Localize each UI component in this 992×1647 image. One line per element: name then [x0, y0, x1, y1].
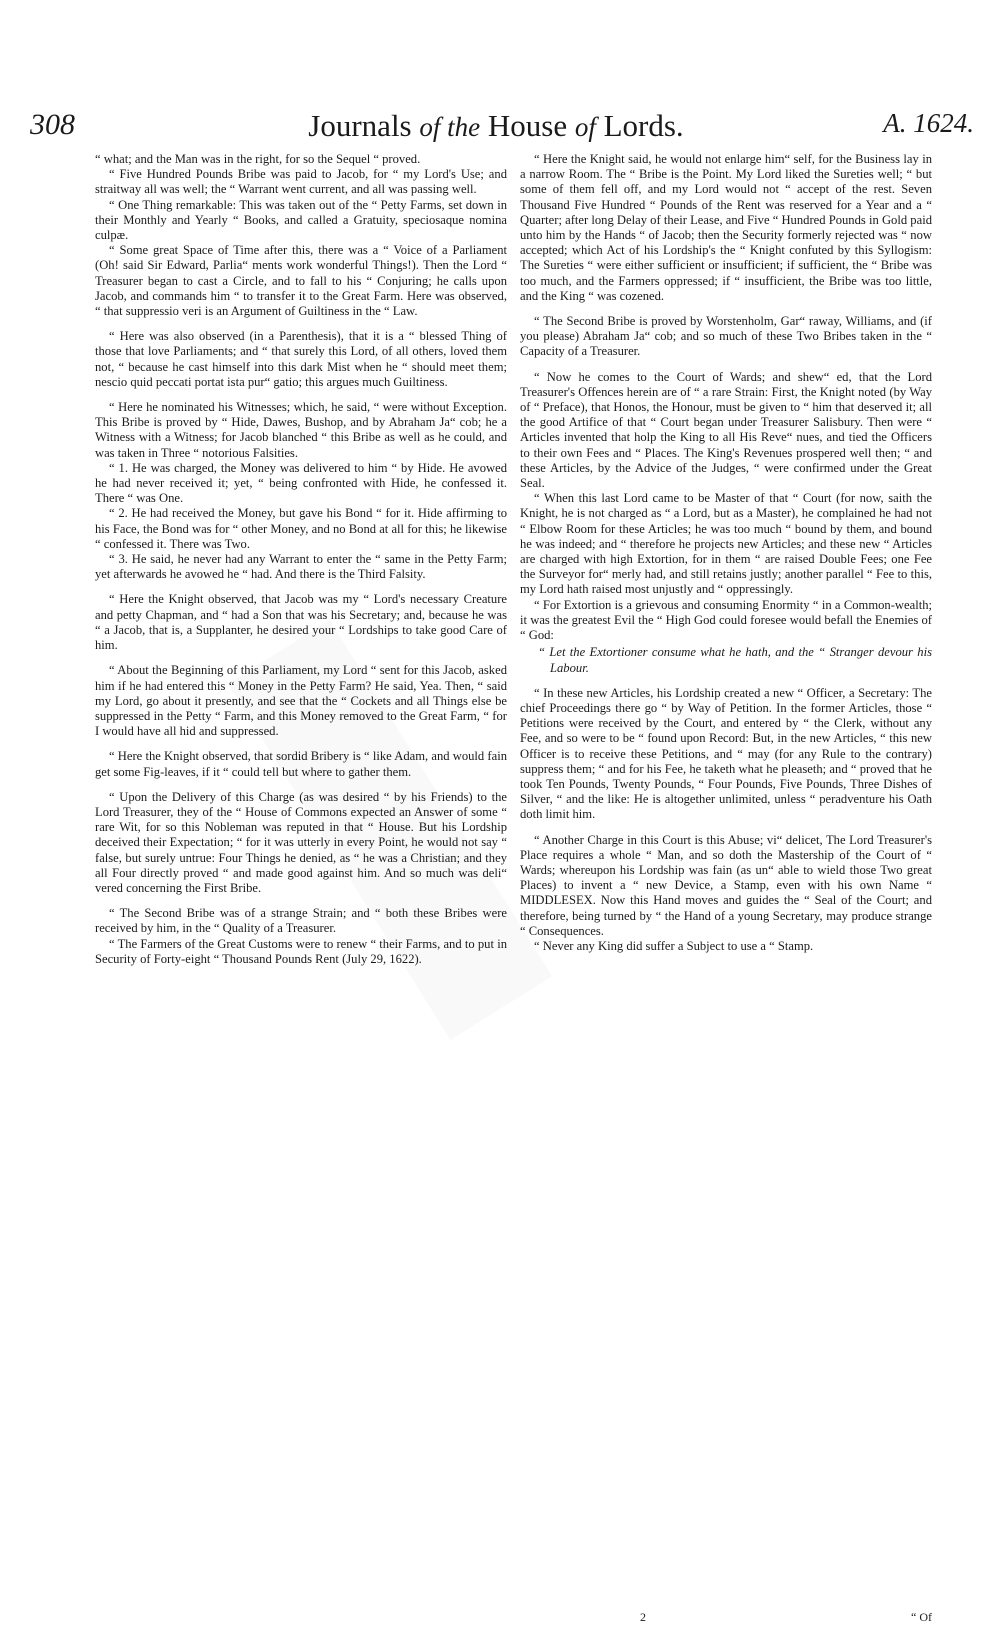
page-header	[0, 108, 992, 148]
paragraph: “ Here the Knight observed, that Jacob was my “ Lord's necessary Creature and petty Chapman, and “ had a Son that was his Secretary; and, because he was “ a Jacob, that is, a Supplanter, he desired your “ Lordships to take good Care of him.	[95, 592, 507, 653]
paragraph: “ Here he nominated his Witnesses; which, he said, “ were without Exception. This Bribe is proved by “ Hide, Dawes, Bushop, and by Abraham Ja“ cob; he a Witness with a Witness; for Jacob blanched “ this Bribe as well as he could, and was taken in Three “ notorious Falsities.	[95, 400, 507, 460]
paragraph: “ Here the Knight said, he would not enlarge him“ self, for the Business lay in a narrow Room. The “ Bribe is the Point. My Lord liked the Sureties well; “ but some of them fell off, and my Lord would not “ accept of the rest. Seven Thousand Five Hundred “ Pounds of the Rent was reserved for a Year and a “ Quarter; after long Delay of their Lease, and Five “ Hundred Pounds in Gold paid unto him by the Hands “ of Jacob; then the Security formerly rejected was “ now accepted; which Act of his Lordship's the “ Knight confuted by this Syllogism: The Sureties “ were either sufficient or insufficient; if sufficient, the “ Bribe was too much, and the Farmers oppressed; if “ insufficient, the Bribe was too little, and the King “ was cozened.	[520, 152, 932, 303]
paragraph: “ Here the Knight observed, that sordid Bribery is “ like Adam, and would fain get some Fig-leaves, if it “ could tell but where to gather them.	[95, 749, 507, 779]
paragraph: “ Let the Extortioner consume what he hath, and the “ Stranger devour his Labour.	[538, 645, 932, 675]
paragraph: “ Now he comes to the Court of Wards; and shew“ ed, that the Lord Treasurer's Offences herein are of “ a rare Strain: First, the Knight noted (by Way of “ Preface), that Honos, the Honour, must be given to “ him that deserved it; all the good Artifice of that “ Court began under Treasurer Salisbury. Then were “ Articles invented that holp the King to all His Reve“ nues, and tied the Officers to their own Fees and “ Places. The King's Revenues prospered well then; “ and these Articles, by the Advice of the Judges, “ were confirmed under the Great Seal.	[520, 369, 932, 491]
paragraph: “ Some great Space of Time after this, there was a “ Voice of a Parliament (Oh! said Sir Edward, Parlia“ ments work wonderful Things!). Then the Lord “ Treasurer began to cast a Circle, and to fall to his “ Conjuring; he calls upon Jacob, and commands him “ to transfer it to the Great Farm. Here was observed, “ that suppressio veri is an Argument of Guiltiness in the “ Law.	[95, 243, 507, 319]
title-of: of	[574, 112, 596, 142]
catchword: “ Of	[911, 1610, 932, 1624]
page-number: 308	[30, 108, 75, 141]
paragraph: “ When this last Lord came to be Master of that “ Court (for now, saith the Knight, he is not charged as “ a Lord, but as a Master), he complained he had not “ Elbow Room for these Articles; he was too much “ bound by them, and bound he was indeed; and “ therefore he projects new Articles; and these new “ Articles are charged with high Extortion, for in them “ are raised Double Fees; one Fee the Surveyor for“ merly had, and still retains justly; another parallel “ Fee to this, my Lord hath raised most unjustly and “ oppressingly.	[520, 491, 932, 597]
right-column	[520, 152, 932, 954]
title-house: House	[487, 108, 568, 143]
signature-mark: 2	[640, 1610, 646, 1624]
title-lords: Lords.	[603, 108, 684, 143]
paragraph: “ Never any King did suffer a Subject to use a “ Stamp.	[534, 938, 814, 953]
paragraph: “ Another Charge in this Court is this Abuse; vi“ delicet, The Lord Treasurer's Place requires a whole “ Man, and so doth the Mastership of the Court of “ Wards; whereupon his Lordship was fain (as un“ able to wield those Two great Places) to invent a “ new Device, a Stamp, even with his own Name “ MIDDLESEX. Now this Hand moves and guides the “ Seal of the Court; and therefore, being turned by “ the Hand of a young Secretary, may produce strange “ Consequences.	[520, 832, 932, 938]
paragraph: “ In these new Articles, his Lordship created a new “ Officer, a Secretary: The chief Proceedings there go “ by Way of Petition. In the former Articles, those “ Petitions were received by the Court, and entered by “ the Clerk, without any Fee, and so were to be “ found upon Record: But, in the new Articles, “ this new Officer is to receive these Petitions, and “ may (for any Rule to the contrary) suppress them; “ and for his Fee, he taketh what he pleaseth; and “ proved that he took Ten Pounds, Twenty Pounds, “ Four Pounds, Five Pounds, Three Dishes of Silver, “ and the like: He is altogether unlimited, unless “ peradventure his Oath doth limit him.	[520, 685, 932, 822]
running-year: A. 1624.	[883, 108, 974, 138]
title-journals: Journals	[308, 108, 412, 143]
paragraph: “ 3. He said, he never had any Warrant to enter the “ same in the Petty Farm; yet afterwards he avowed he “ had. And there is the Third Falsity.	[95, 552, 507, 582]
paragraph: “ Here was also observed (in a Parenthesis), that it is a “ blessed Thing of those that love Parliaments; and “ that surely this Lord, of all others, loved them not, “ because he cast himself into this dark Mist when he “ should meet them; nescio quid peccati portat ista pur“ gatio; this argues much Guiltiness.	[95, 329, 507, 389]
paragraph: “ Five Hundred Pounds Bribe was paid to Jacob, for “ my Lord's Use; and straitway all was well; the “ Warrant went current, and all was passing well.	[95, 167, 507, 197]
paragraph: “ 2. He had received the Money, but gave his Bond “ for it. Hide affirming to his Face, the Bond was for “ other Money, and no Bond at all for this; he likewise “ confessed it. There was Two.	[95, 506, 507, 551]
paragraph: “ For Extortion is a grievous and consuming Enormity “ in a Common-wealth; it was the greatest Evil the “ High God could foresee would befall the Enemies of “ God:	[520, 597, 932, 643]
paragraph: “ About the Beginning of this Parliament, my Lord “ sent for this Jacob, asked him if he had entered this “ Money in the Petty Farm? He said, Yea. Then, “ said my Lord, go about it presently, and see that the “ Cockets and all Things else be suppressed in the Petty “ Farm, and this Money removed to the Great Farm, “ for I would have all hid and suppressed.	[95, 663, 507, 739]
paragraph: “ The Second Bribe was of a strange Strain; and “ both these Bribes were received by him, in the “ Quality of a Treasurer.	[95, 906, 507, 936]
title-of-the: of the	[419, 112, 481, 142]
paragraph: “ The Second Bribe is proved by Worstenholm, Gar“ raway, Williams, and (if you please) Abraham Ja“ cob; and so much of these Two Bribes taken in the “ Capacity of a Treasurer.	[520, 314, 932, 359]
paragraph: “ The Farmers of the Great Customs were to renew “ their Farms, and to put in Security of Forty-eight “ Thousand Pounds Rent (July 29, 1622).	[95, 936, 507, 966]
paragraph: “ Upon the Delivery of this Charge (as was desired “ by his Friends) to the Lord Treasurer, they of the “ House of Commons expected an Answer of some “ rare Wit, for so this Nobleman was reputed in that “ House. But his Lordship deceived their Expectation; “ for it was utterly in every Point, he would not say “ false, but surely untrue: Four Things he denied, as “ he was a Christian; and they all Four directly proved “ and made good against him. And so much was deli“ vered concerning the First Bribe.	[95, 789, 507, 895]
paragraph: “ 1. He was charged, the Money was delivered to him “ by Hide. He avowed he had never received it; yet, “ being confronted with Hide, he confessed it. There “ was One.	[95, 460, 507, 506]
running-title	[0, 108, 992, 144]
paragraph: “ One Thing remarkable: This was taken out of the “ Petty Farms, set down in their Monthly and Yearly “ Books, and called a Gratuity, speciosaque nomina culpæ.	[95, 197, 507, 243]
left-column	[95, 152, 507, 967]
paragraph: “ what; and the Man was in the right, for so the Sequel “ proved.	[95, 152, 421, 166]
